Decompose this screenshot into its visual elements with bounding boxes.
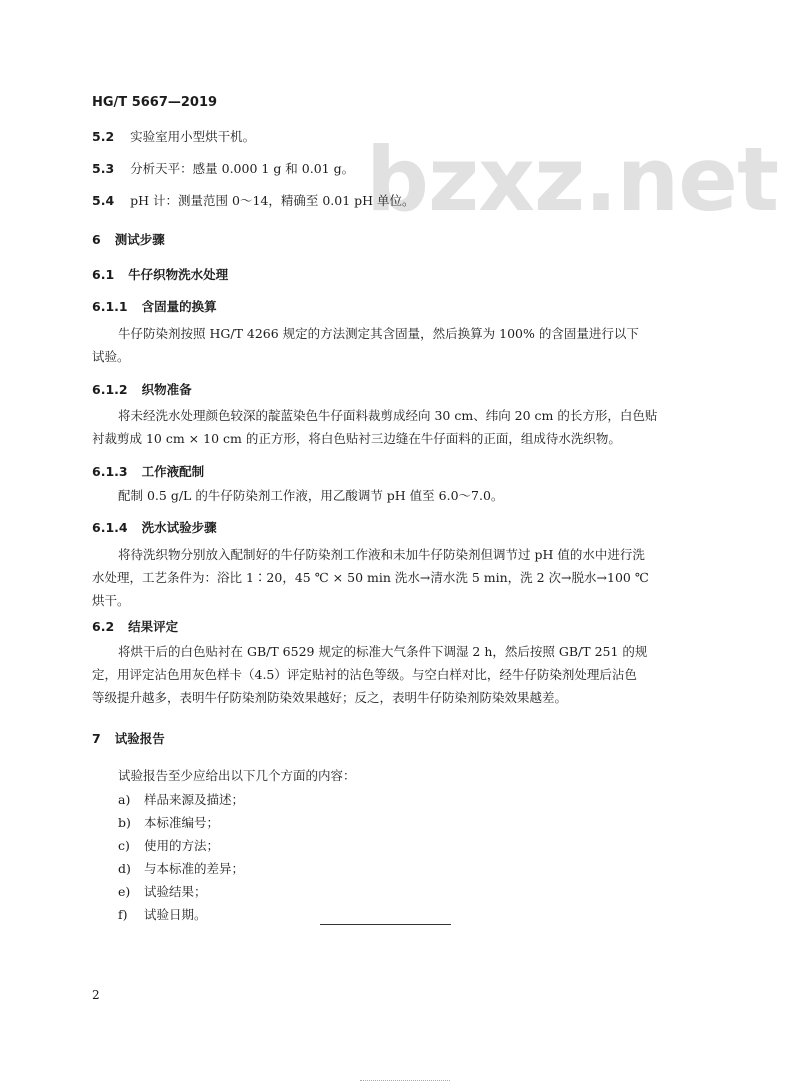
list-marker: e) <box>118 884 131 899</box>
paragraph-line: 衬裁剪成 10 cm × 10 cm 的正方形，将白色贴衬三边缝在牛仔面料的正面，组成待水洗织物。 <box>92 431 621 446</box>
section-title: 结果评定 <box>128 619 179 634</box>
list-marker: c) <box>118 838 130 853</box>
section-6-1-1-heading <box>92 297 217 315</box>
list-text: 本标准编号； <box>144 815 220 830</box>
section-number: 6.1.1 <box>92 299 128 314</box>
section-6-1-2-body <box>92 404 712 450</box>
list-item <box>118 859 244 877</box>
clause-5-3 <box>92 159 354 177</box>
list-item <box>118 813 219 831</box>
section-title: 工作液配制 <box>141 464 205 479</box>
section-6-1-3-heading <box>92 462 204 480</box>
page-number: 2 <box>92 988 100 1002</box>
paragraph-line: 将待洗织物分别放入配制好的牛仔防染剂工作液和未加牛仔防染剂但调节过 pH 值的水中进行洗 <box>118 547 645 562</box>
list-marker: d) <box>118 861 131 876</box>
paragraph-line: 配制 0.5 g/L 的牛仔防染剂工作液，用乙酸调节 pH 值至 6.0～7.0。 <box>118 488 504 503</box>
list-text: 样品来源及描述； <box>144 792 245 807</box>
clause-text: 分析天平：感量 0.000 1 g 和 0.01 g。 <box>130 161 355 176</box>
section-number: 6.2 <box>92 619 115 634</box>
paragraph-line: 等级提升越多，表明牛仔防染剂防染效果越好；反之，表明牛仔防染剂防染效果越差。 <box>92 690 568 705</box>
paragraph-line: 烘干。 <box>92 593 130 608</box>
list-text: 与本标准的差异； <box>144 861 245 876</box>
clause-text: 实验室用小型烘干机。 <box>130 129 256 144</box>
clause-number: 5.2 <box>92 129 115 144</box>
section-number: 6.1.2 <box>92 382 128 397</box>
section-title: 洗水试验步骤 <box>141 520 217 535</box>
paragraph-line: 将未经洗水处理颜色较深的靛蓝染色牛仔面料裁剪成经向 30 cm、纬向 20 cm 的长方形，白色贴 <box>118 408 658 423</box>
list-item <box>118 905 207 923</box>
section-number: 6.1 <box>92 267 115 282</box>
section-title: 织物准备 <box>141 382 192 397</box>
section-number: 6.1.4 <box>92 520 128 535</box>
paragraph-line: 水处理，工艺条件为：浴比 1∶20，45 ℃ × 50 min 洗水→清水洗 5 min，洗 2 次→脱水→100 ℃ <box>92 570 649 585</box>
paragraph-line: 试验。 <box>92 349 130 364</box>
list-text: 使用的方法； <box>144 838 220 853</box>
report-intro: 试验报告至少应给出以下几个方面的内容： <box>118 768 356 783</box>
section-7-heading <box>92 729 165 747</box>
section-title: 试验报告 <box>114 731 165 746</box>
section-6-2-body <box>92 640 712 709</box>
section-number: 7 <box>92 731 101 746</box>
paragraph-line: 定，用评定沾色用灰色样卡（4.5）评定贴衬的沾色等级。与空白样对比，经牛仔防染剂处理后沾色 <box>92 667 637 682</box>
standard-number: HG/T 5667—2019 <box>92 95 218 110</box>
section-6-2-heading <box>92 617 178 635</box>
section-title: 牛仔织物洗水处理 <box>128 267 229 282</box>
section-6-1-2-heading <box>92 380 192 398</box>
list-item <box>118 790 244 808</box>
list-marker: a) <box>118 792 131 807</box>
clause-number: 5.3 <box>92 161 115 176</box>
section-6-1-4-body <box>92 543 712 612</box>
watermark: bzxz.net <box>366 128 779 231</box>
section-title: 测试步骤 <box>114 232 165 247</box>
clause-5-4 <box>92 191 415 209</box>
section-number: 6 <box>92 232 101 247</box>
section-number: 6.1.3 <box>92 464 128 479</box>
end-rule <box>320 924 451 925</box>
section-6-1-3-body <box>92 484 712 507</box>
clause-5-2 <box>92 127 255 145</box>
clause-text: pH 计：测量范围 0～14，精确至 0.01 pH 单位。 <box>130 193 415 208</box>
list-item <box>118 882 207 900</box>
paragraph-line: 将烘干后的白色贴衬在 GB/T 6529 规定的标准大气条件下调湿 2 h，然后按照 GB/T 251 的规 <box>118 644 648 659</box>
list-marker: b) <box>118 815 131 830</box>
list-text: 试验结果； <box>144 884 207 899</box>
scan-artifact <box>360 1080 450 1087</box>
section-6-heading <box>92 230 165 248</box>
list-text: 试验日期。 <box>144 907 207 922</box>
paragraph-line: 牛仔防染剂按照 HG/T 4266 规定的方法测定其含固量，然后换算为 100% 的含固量进行以下 <box>118 326 639 341</box>
clause-number: 5.4 <box>92 193 115 208</box>
list-item <box>118 836 219 854</box>
section-6-1-4-heading <box>92 518 217 536</box>
section-6-1-1-body <box>92 322 712 368</box>
list-marker: f) <box>118 907 128 922</box>
section-title: 含固量的换算 <box>141 299 217 314</box>
section-6-1-heading <box>92 265 228 283</box>
